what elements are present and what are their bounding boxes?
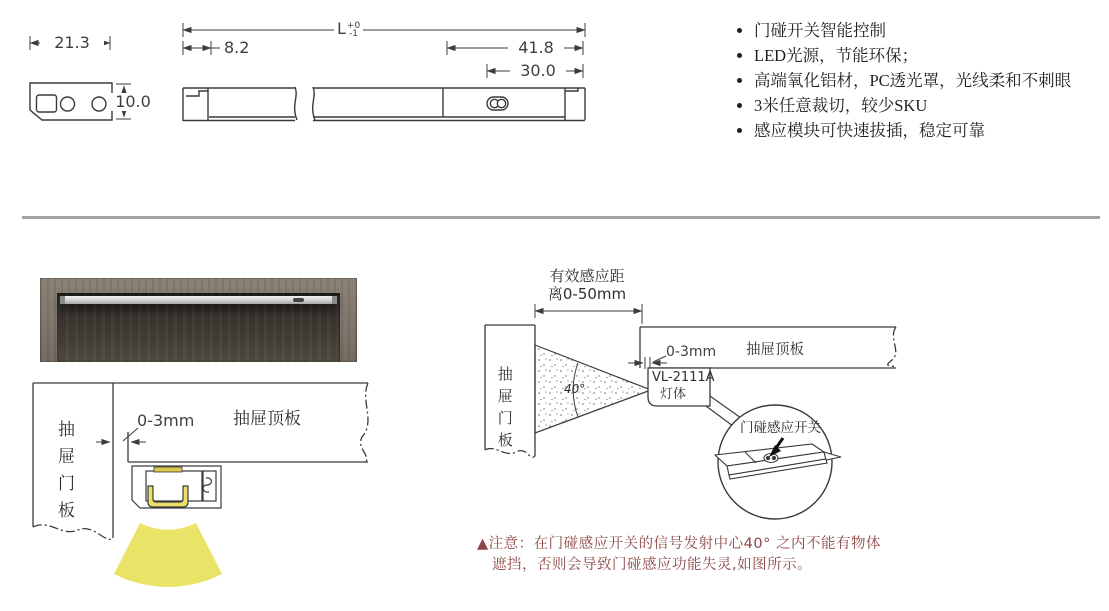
beam-angle-label: 40° — [564, 382, 586, 396]
feature-item: • 高端氧化铝材，PC透光罩，光线柔和不刺眼 — [754, 72, 1109, 89]
feature-item: • 感应模块可快速拔插，稳定可靠 — [754, 122, 1109, 139]
door-panel-label: 抽屉门板 — [495, 366, 514, 454]
lamp-model-label: VL-2111A — [652, 370, 715, 385]
dimension-drawings — [0, 0, 620, 165]
sensing-distance-label-line1: 有效感应距 — [549, 267, 625, 285]
dim-sensor-outer: 41.8 — [508, 39, 564, 57]
door-panel-label: 抽屉门板 — [54, 420, 75, 528]
distance-dimension — [535, 304, 642, 324]
length-letter: L — [337, 19, 346, 38]
feature-item: • 门碰开关智能控制 — [754, 22, 1109, 39]
section-divider — [22, 216, 1100, 219]
panel-outlines — [33, 383, 368, 539]
gap-dimension — [96, 428, 146, 442]
top-panel-label: 抽屉顶板 — [233, 409, 301, 429]
profile-cross-section — [132, 466, 221, 508]
lamp-body-label: 灯体 — [660, 387, 687, 402]
warning-note-line1: ▲注意：在门碰感应开关的信号发射中心40° 之内不能有物体 — [477, 536, 881, 552]
length-tolerance: +0 -1 — [346, 20, 361, 39]
led-bar — [60, 296, 337, 304]
dim-endcap-width: 21.3 — [40, 34, 104, 52]
feature-item: • 3米任意裁切，较少SKU — [754, 97, 1109, 114]
sensing-distance-label-line2: 离0-50mm — [547, 285, 627, 303]
dim-endcap-offset: 8.2 — [221, 39, 252, 57]
sensing-cone — [535, 345, 651, 433]
bar-side-view-drawing — [183, 87, 585, 121]
top-panel-label: 抽屉顶板 — [746, 342, 804, 358]
gap-dimension-label: 0-3mm — [666, 344, 717, 360]
feature-item: • LED光源，节能环保； — [754, 47, 1109, 64]
feature-list — [738, 22, 1109, 147]
gap-dimension-label: 0-3mm — [137, 411, 195, 430]
cabinet-opening — [57, 293, 340, 362]
warning-note-line2: 遮挡，否则会导致门碰感应功能失灵,如图所示。 — [492, 557, 813, 573]
dim-overall-length — [334, 20, 363, 38]
product-photo — [40, 278, 357, 362]
light-beam-fan — [114, 523, 222, 587]
gap-dimension — [628, 356, 667, 369]
endcap-profile-drawing — [30, 83, 112, 120]
led-bar-sensor — [293, 298, 304, 302]
dim-endcap-height: 10.0 — [110, 93, 156, 111]
sensor-switch-label: 门碰感应开关 — [740, 420, 821, 436]
installation-diagram — [20, 375, 400, 611]
dim-sensor-inner: 30.0 — [510, 62, 566, 80]
